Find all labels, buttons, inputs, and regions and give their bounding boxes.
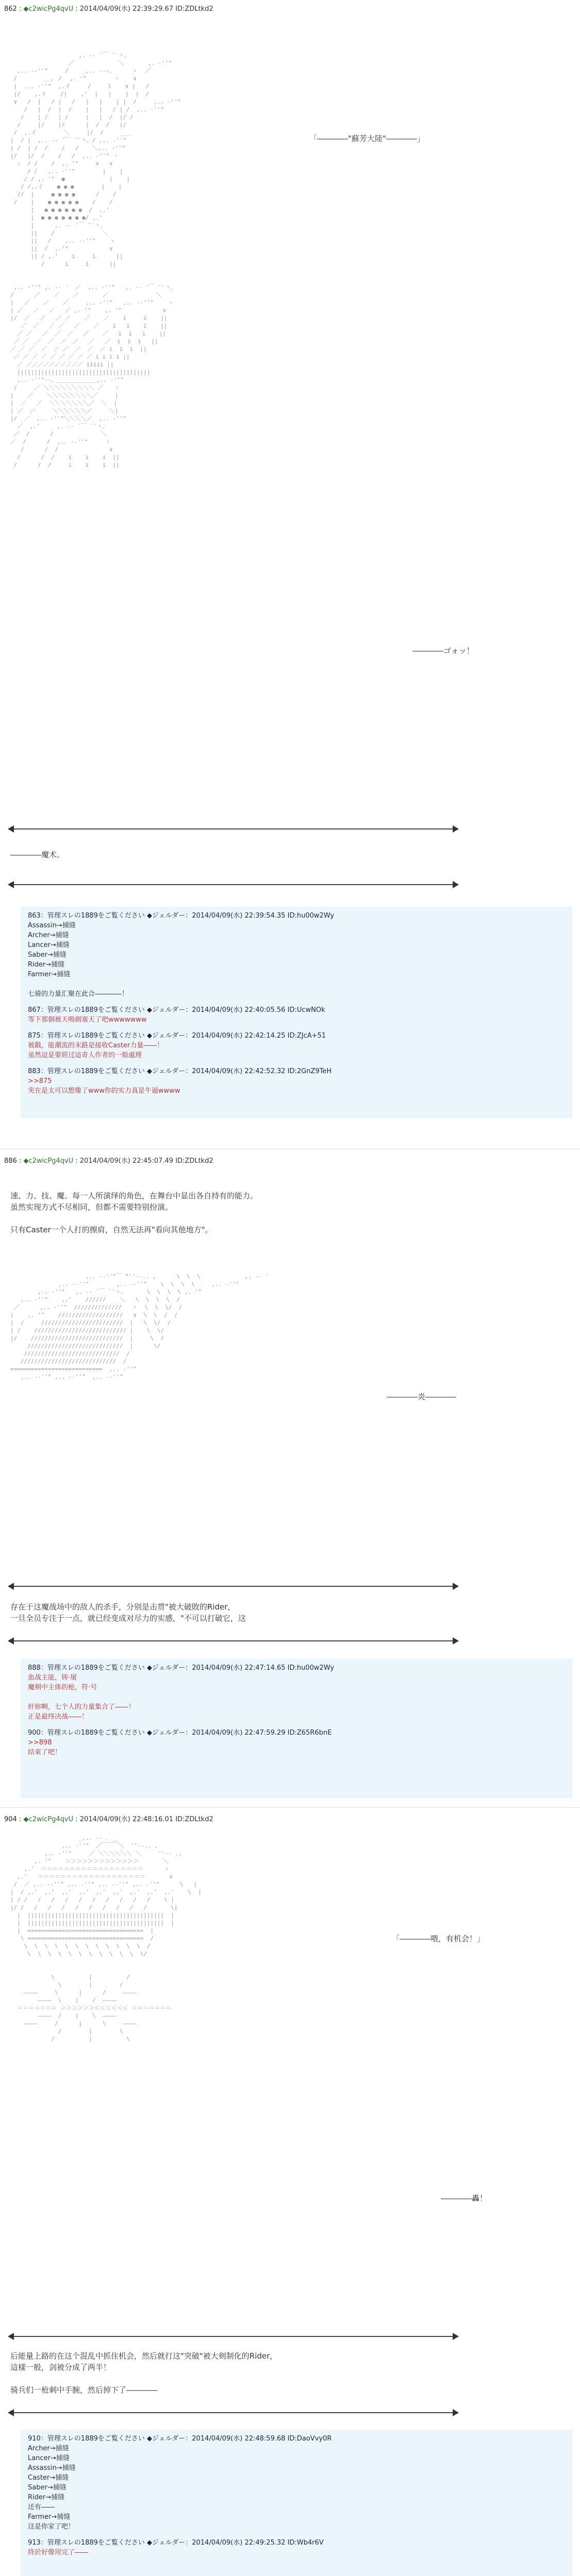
post-number[interactable]: 886	[4, 1157, 17, 1165]
post-number[interactable]: 904	[4, 1816, 17, 1823]
narration-text: 后能量上路的在这个混乱中抓住机会，然后就打这"突破"被大剣制化的Rider， 這樣一般，剑被分成了两半！ 骑兵们一枪刺中手腕，然后掉下了――――	[10, 2351, 278, 2395]
reply-body: Archer→捕缝 Lancer→捕缝 Assassin→捕缝 Caster→捕缝 Saber→捕缝 Rider→捕缝 还有―― Farmer→捕缝 这是你家了吧！	[28, 2445, 76, 2531]
post-header-862: 862 : ◆c2wicPg4qvU : 2014/04/09(水) 22:39:29.67 ID:ZDLtkd2	[4, 5, 213, 13]
reply-header[interactable]: 863：管理スレの1889をご覧ください ◆ジェルダー：2014/04/09(水) 22:39:54.35 ID:hu00w2Wy	[28, 912, 335, 920]
divider-arrow	[8, 2333, 459, 2340]
divider-arrow	[8, 2409, 459, 2416]
reply-body: Assassin→捕缝 Archer→捕缝 Lancer→捕缝 Saber→捕缝 Rider→捕缝 Farmer→捕缝 七骑的力量汇聚在此合――――！	[28, 922, 129, 998]
aa-label-2: ――――ゴォッ！	[412, 646, 474, 655]
aa-label-2: ――――轟！	[441, 2194, 488, 2203]
ascii-art-scene-2: ,.. -‐''"￣ ̄"''‐-.. , \ \ \ ,. -‐ ´ ,.. -‐''" ,.. -‐''" \ \ \ \ ,.. ‐''" ,.. ‐''" ,. -‐ ´￣ ̄ `丶、 \ \ \ \ ,. '" ,.. ‐''" ,.' ////// ＼ \ \ \ \ / ／ ,.. ‐''" ////////////// ヽ \ \ \/ / | ,. '" /////////////////// ∨ \ \ / / | / //////////////////////// | \ \/ / | / /////////////////////////// | \ \/ |/ /////////////////////////// | \ / //////////////////////////// | \/ //////////////////////////// / //////////////////////////// / =========================== ,.. ‐''" ,.. -‐''" ,.. -‐''" ,.. -‐''"	[10, 1273, 269, 1380]
divider-arrow	[8, 881, 459, 888]
reply-list	[21, 907, 572, 1118]
post-number[interactable]: 862	[4, 5, 17, 13]
reply-body: >>898 结束了吧！	[28, 1739, 62, 1756]
post-separator	[0, 1807, 580, 1808]
reply-header[interactable]: 883：管理スレの1889をご覧ください ◆ジェルダー：2014/04/09(水) 22:42:52.32 ID:2GnZ9TeH	[28, 1067, 332, 1075]
reply-item	[28, 2434, 565, 2532]
narration-text: 速、力、技、魔。每一人所演绎的角色，在舞台中显出各自持有的能力。 虽然实现方式不尽相同，但都不需要特别扮演。 只有Caster一个人打的擦肩，自然无法再"看向其他地方"。	[10, 1191, 258, 1234]
poster-name: ◆c2wicPg4qvU	[23, 1816, 74, 1823]
post-date: 2014/04/09(水) 22:48:16.01	[79, 1816, 174, 1823]
post-header-904: 904 : ◆c2wicPg4qvU : 2014/04/09(水) 22:48:16.01 ID:ZDLtkd2	[4, 1816, 213, 1823]
narration-text: 存在于这魔战场中的敌人的杀手，分别是击贯"被大破敗的Rider， 一旦全员专注于一点，就已经变成对尽力的实感，"不可以打破它，这	[10, 1602, 246, 1623]
reply-item	[28, 1031, 565, 1060]
reply-header[interactable]: 888：管理スレの1889をご覧ください ◆ジェルダー：2014/04/09(水) 22:47:14.65 ID:hu00w2Wy	[28, 1664, 335, 1672]
poster-name: ◆c2wicPg4qvU	[23, 1157, 74, 1165]
reply-body: 血战主能，铸·屠 魔剣中主体的枪，符·号 奸妳啊，七个人的力量集合了――！ 正是最终决战――！	[28, 1674, 136, 1721]
reply-body: 被戳，能潮流的末路是接收Caster力量――！ 虽然這是要經过這奇人作者的一般處理	[28, 1042, 164, 1059]
reply-body: 終於好像用完了――	[28, 2549, 89, 2556]
divider-arrow	[8, 1637, 459, 1645]
reply-item	[28, 2538, 565, 2557]
reply-header[interactable]: 913：管理スレの1889をご覧ください ◆ジェルダー：2014/04/09(水) 22:49:25.32 ID:Wb4r6V	[28, 2539, 324, 2547]
post-id[interactable]: ID:ZDLtkd2	[175, 1816, 213, 1823]
ascii-art-scene-3: _,.. ‐- ､ __ ,.. ‐''" ／￣￣￣＼ ''‐-.. , ,.. ‐''" ／ ＼＼＼＼＼＼ ＼ ''‐- ., ,. '" ＞＞＞＞＞＞＞＞＞＞＞＞＞ ＼ ,.' ＝＝＝＝＝＝＝＝＝＝＝＝＝＝＝＝＝＝ ヽ ,.' ＝＝＝＝＝＝＝＝＝＝＝＝＝＝＝＝＝＝＝ ∨ / ／ ,.. -‐''" ,.. ‐''" ,.. -‐''" ,.. ‐''" \ | | / ,.' ,.' ,.' ,.' ,.' ,.' ,.' ,.' ,.' \ | | / / / / / / / / / / / \ | |/ / / / / / / / / / / \| | |||||||||||||||||||||||||||||||||||||||| | | |||||||||||||||||||||||||||||||||||||||| | | ================================== | \ ================================== / \ \ \ \ \ \ \ \ \ \ \ \ / \ \ \ \ \ \ \ \ \ \ \ \/ \ | / \ | / ―――― \ | / ―――― ―――― \ | / ―――― ＝＝＝＝＝＝＝ ＞＞＞＞＞＞＜＜＜＜＜＜ ＝＝＝＝＝＝＝ ―――― / | \ ―――― ―――― / | \ ―――― / | \ / | \	[10, 1835, 202, 2042]
reply-item	[28, 1066, 565, 1096]
post-header-886: 886 : ◆c2wicPg4qvU : 2014/04/09(水) 22:45:07.49 ID:ZDLtkd2	[4, 1157, 213, 1165]
reply-header[interactable]: 910：管理スレの1889をご覧ください ◆ジェルダー：2014/04/09(水) 22:48:59.68 ID:DaoVvy0R	[28, 2435, 332, 2443]
reply-item	[28, 1663, 565, 1722]
post-id[interactable]: ID:ZDLtkd2	[175, 1157, 213, 1165]
post-date: 2014/04/09(水) 22:45:07.49	[79, 1157, 174, 1165]
divider-arrow	[8, 1583, 459, 1590]
post-date: 2014/04/09(水) 22:39:29.67	[79, 5, 174, 13]
narration-text: ――――魔术。	[10, 850, 65, 859]
reply-list	[21, 2430, 572, 2576]
reply-header[interactable]: 875：管理スレの1889をご覧ください ◆ジェルダー：2014/04/09(水) 22:42:14.25 ID:ZJcA+51	[28, 1032, 326, 1040]
reply-item	[28, 1728, 565, 1757]
reply-list	[21, 1659, 572, 1798]
ascii-art-scene-1: ,. -‐ ´￣ ̄ `丶、 ／ ＼ ,. ‐''" ,.. -‐''" / _,.. -‐-、 ヽ ／ / ＿, ノ ,. '" ヽ ∨ | ,.. ‐''" ,.イ / l ∨ | / |/ ,.イ /| ,' | | | | / ∨ / | / | / | | | | / ,.. ‐''" / | / | / | | / | / ,.. ‐''" / | / | / | | / |/ / / |/ |/ | / / |/ / ,.イ ＼ |/ / ___ | / | ,.. -‐ ´￣ ̄ `丶、/ ,.. ‐''" | / | / / / / ＼,.. ‐''" |/ |/ / / / ,.. ‐''" ヽ ☆ / / / ,. '" ∨ ∨ / / ,.. ‐''" | | / / ,. '" ● | | / /,.イ ● ● ● | | // | ● ● ● ● / / / | ● ● ● ● ● / / | ● ● ● ● ● ● / ,.' | ● ● ● ● ● ● ●/ ,.' | ,. -‐ ´￣ ̄ `丶、 || / ＼ || / ,.. -‐''" ヽ || / ,.'" ∨ || / ,.' i i || / i i || ,.. ‐''" ,. -‐ ´ ／ ,.. ‐''" ,. -‐ ´￣ ̄ `丶、 / ／ ／ ／ ／ ＼ | ／ ／ ／ ,.. ‐''" ,.. -‐''" ヽ | ／ ／ ／ ／ ,. '" ,. '" ∨ |/ ／ ／ ／ ／ ／ ／ i i || ／ ／ ／ ／ ／ ／ i i i || ／ ／ ／ ／ ／ ／ ／ i i i || ／ ／ ／ ／ ／ ／ ／ ／ i i i || ／ ／ ／ ／ ／ ／ ／ ／ ／ i i i || ／ ／ ／ ／ ／ ／ ／ ／ ／ i i i i || ／ ／／／／／／／／／／ iiiii || ||||||||||||||||||||||||||||||||||||||| ,.. ‐''"‐-、＿＿＿＿＿＿＿,.. ‐''" / ／ ＼＼＼＼＼＼＼＼＼ ／ ヽ | ／ ＼＼＼＼＼＼＼＼／ | | ／ ／ ＼＼＼＼＼＼＼／ ＼ | | ／ ／ ＼＼＼＼＼＼／ ＼| |/ ／ ,.. ‐''"＼＼＼＼／ ,.. ‐''" ／ ,.' ,. -‐ ´￣ ̄ `丶、 ／ / / ＼ ／ / / ,.. -‐''" ヽ / / / ∨ / / / i i i || / / / i i i ||	[10, 52, 181, 468]
aa-label-1: 「――――"蘇芳大陸"――――」	[309, 134, 425, 143]
reply-body: 等下那個被天鳴劍塞天了吧wwwwwww	[28, 1016, 147, 1024]
aa-label-1: 「――――喂，有机会！」	[392, 1934, 485, 1943]
reply-header[interactable]: 867：管理スレの1889をご覧ください ◆ジェルダー：2014/04/09(水) 22:40:05.56 ID:UcwNOk	[28, 1006, 325, 1014]
reply-item	[28, 911, 565, 999]
divider-arrow	[8, 825, 459, 833]
reply-item	[28, 1005, 565, 1025]
reply-header[interactable]: 900：管理スレの1889をご覧ください ◆ジェルダー：2014/04/09(水) 22:47:59.29 ID:Z65R6bnE	[28, 1729, 332, 1737]
post-id[interactable]: ID:ZDLtkd2	[175, 5, 213, 13]
poster-name: ◆c2wicPg4qvU	[23, 5, 74, 13]
aa-label-1: ――――炎――――	[387, 1392, 457, 1401]
reply-body: >>875 実在是太可以想像了www你的实力真是牛逼wwww	[28, 1077, 180, 1095]
